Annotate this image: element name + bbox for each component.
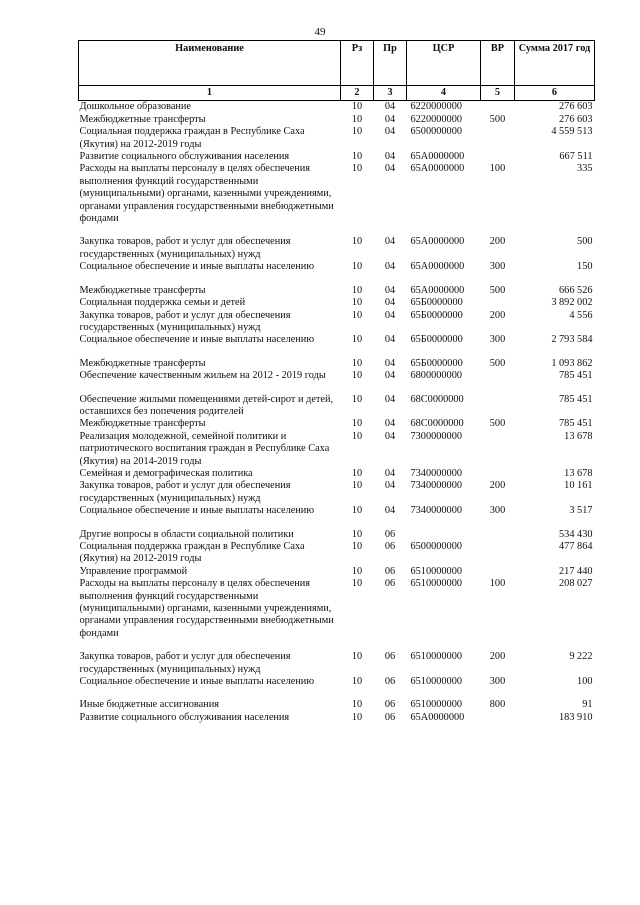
cell-csr: 6510000000 bbox=[410, 676, 462, 688]
cell-pr: 06 bbox=[384, 565, 396, 577]
cell-pr: 04 bbox=[384, 236, 396, 248]
cell-pr: 04 bbox=[384, 284, 396, 296]
table-row bbox=[79, 236, 595, 261]
cell-rz: 10 bbox=[351, 284, 363, 296]
cell-name: Социальное обеспечение и иные выплаты населению bbox=[79, 676, 315, 688]
cell-sum: 9 222 bbox=[569, 651, 593, 663]
cell-pr: 06 bbox=[384, 699, 396, 711]
table-header bbox=[79, 41, 595, 101]
table-row bbox=[79, 310, 595, 335]
cell-csr: 7340000000 bbox=[410, 505, 462, 517]
cell-rz: 10 bbox=[351, 151, 363, 163]
cell-csr: 6510000000 bbox=[410, 651, 462, 663]
cell-pr: 04 bbox=[384, 163, 396, 175]
table-row bbox=[79, 651, 595, 676]
cell-name: Расходы на выплаты персоналу в целях обеспечения выполнения функций государственными (муниципальными) органами, казенными учреждениями, органами управления государственными внебюджетными фондами bbox=[79, 163, 334, 225]
cell-name: Другие вопросы в области социальной политики bbox=[79, 528, 294, 540]
cell-sum: 100 bbox=[577, 676, 593, 688]
table-row bbox=[79, 566, 595, 578]
cell-sum: 3 892 002 bbox=[551, 297, 593, 309]
cell-sum: 13 678 bbox=[564, 430, 593, 442]
cell-rz: 10 bbox=[351, 393, 363, 405]
cell-sum: 785 451 bbox=[559, 418, 593, 430]
cell-vr bbox=[481, 468, 515, 480]
header-row bbox=[79, 41, 595, 86]
table-row bbox=[79, 101, 595, 114]
cell-rz: 10 bbox=[351, 651, 363, 663]
table-row bbox=[79, 126, 595, 151]
column-header-sum: Сумма 2017 год bbox=[515, 41, 595, 86]
spacer-cell bbox=[79, 688, 595, 699]
cell-rz: 10 bbox=[351, 261, 363, 273]
cell-pr: 06 bbox=[384, 711, 396, 723]
cell-pr: 04 bbox=[384, 334, 396, 346]
cell-pr: 04 bbox=[384, 393, 396, 405]
cell-name: Закупка товаров, работ и услуг для обеспечения государственных (муниципальных) нужд bbox=[79, 480, 291, 504]
cell-csr: 6220000000 bbox=[410, 101, 462, 113]
cell-pr: 04 bbox=[384, 309, 396, 321]
row-spacer bbox=[79, 518, 595, 529]
cell-vr: 500 bbox=[489, 284, 506, 296]
cell-sum: 10 161 bbox=[564, 480, 593, 492]
cell-sum: 276 603 bbox=[559, 113, 593, 125]
cell-vr bbox=[481, 297, 515, 309]
cell-vr: 300 bbox=[489, 334, 506, 346]
cell-pr: 04 bbox=[384, 430, 396, 442]
cell-rz: 10 bbox=[351, 370, 363, 382]
cell-pr: 04 bbox=[384, 505, 396, 517]
column-header-pr: Пр bbox=[374, 41, 407, 86]
cell-vr bbox=[481, 541, 515, 566]
cell-csr: 65Б0000000 bbox=[410, 297, 463, 309]
cell-rz: 10 bbox=[351, 676, 363, 688]
spacer-cell bbox=[79, 518, 595, 529]
table-row bbox=[79, 334, 595, 346]
cell-rz: 10 bbox=[351, 505, 363, 517]
cell-pr: 04 bbox=[384, 467, 396, 479]
table-row bbox=[79, 394, 595, 419]
cell-name: Семейная и демографическая политика bbox=[79, 467, 253, 479]
cell-pr: 06 bbox=[384, 528, 396, 540]
table-row bbox=[79, 297, 595, 309]
cell-name: Закупка товаров, работ и услуг для обеспечения государственных (муниципальных) нужд bbox=[79, 236, 291, 260]
cell-name: Социальное обеспечение и иные выплаты населению bbox=[79, 261, 315, 273]
cell-sum: 183 910 bbox=[559, 711, 593, 723]
cell-rz: 10 bbox=[351, 334, 363, 346]
cell-name: Иные бюджетные ассигнования bbox=[79, 699, 219, 711]
cell-csr: 68С0000000 bbox=[410, 418, 464, 430]
table-row bbox=[79, 505, 595, 517]
cell-sum: 13 678 bbox=[564, 467, 593, 479]
cell-vr bbox=[481, 529, 515, 541]
column-number: 1 bbox=[79, 86, 341, 101]
cell-name: Закупка товаров, работ и услуг для обеспечения государственных (муниципальных) нужд bbox=[79, 651, 291, 675]
cell-rz: 10 bbox=[351, 309, 363, 321]
cell-rz: 10 bbox=[351, 236, 363, 248]
cell-rz: 10 bbox=[351, 528, 363, 540]
cell-vr bbox=[481, 566, 515, 578]
cell-vr: 100 bbox=[489, 578, 506, 590]
cell-sum: 91 bbox=[582, 699, 593, 711]
cell-rz: 10 bbox=[351, 541, 363, 552]
cell-sum: 150 bbox=[577, 261, 593, 273]
cell-sum: 534 430 bbox=[559, 528, 593, 540]
cell-csr: 65А0000000 bbox=[410, 236, 465, 248]
cell-name: Межбюджетные трансферты bbox=[79, 113, 206, 125]
cell-rz: 10 bbox=[351, 101, 363, 113]
cell-sum: 1 093 862 bbox=[551, 357, 593, 369]
cell-name: Дошкольное образование bbox=[79, 101, 192, 113]
table-row bbox=[79, 578, 595, 640]
cell-vr: 500 bbox=[489, 418, 506, 430]
cell-sum: 785 451 bbox=[559, 393, 593, 405]
cell-sum: 335 bbox=[577, 163, 593, 175]
table-row bbox=[79, 151, 595, 163]
cell-sum: 3 517 bbox=[569, 505, 593, 517]
cell-rz: 10 bbox=[351, 578, 363, 590]
cell-sum: 667 511 bbox=[559, 151, 593, 163]
column-number: 3 bbox=[374, 86, 407, 101]
row-spacer bbox=[79, 347, 595, 358]
cell-csr: 65А0000000 bbox=[410, 163, 465, 175]
cell-name: Управление программой bbox=[79, 565, 188, 577]
table-row bbox=[79, 418, 595, 430]
cell-pr: 04 bbox=[384, 113, 396, 125]
cell-name: Межбюджетные трансферты bbox=[79, 357, 206, 369]
cell-vr bbox=[481, 101, 515, 114]
column-header-name: Наименование bbox=[79, 41, 341, 86]
cell-sum: 2 793 584 bbox=[551, 334, 593, 346]
cell-rz: 10 bbox=[351, 113, 363, 125]
cell-name: Межбюджетные трансферты bbox=[79, 284, 206, 296]
cell-name: Социальное обеспечение и иные выплаты населению bbox=[79, 334, 315, 346]
cell-vr: 200 bbox=[489, 651, 506, 663]
cell-csr: 7300000000 bbox=[410, 430, 462, 442]
cell-csr: 65Б0000000 bbox=[410, 357, 463, 369]
cell-rz: 10 bbox=[351, 126, 363, 138]
table-row bbox=[79, 699, 595, 711]
cell-pr: 04 bbox=[384, 101, 396, 113]
row-spacer bbox=[79, 274, 595, 285]
cell-vr bbox=[481, 394, 515, 419]
cell-sum: 500 bbox=[577, 236, 593, 248]
column-number: 2 bbox=[341, 86, 374, 101]
cell-rz: 10 bbox=[351, 699, 363, 711]
table-row bbox=[79, 541, 595, 566]
cell-csr: 6220000000 bbox=[410, 113, 462, 125]
column-number: 6 bbox=[515, 86, 595, 101]
cell-pr: 04 bbox=[384, 297, 396, 309]
cell-vr bbox=[481, 431, 515, 468]
cell-pr: 06 bbox=[384, 676, 396, 688]
cell-csr: 6800000000 bbox=[410, 370, 462, 382]
cell-sum: 4 556 bbox=[569, 309, 593, 321]
cell-vr: 300 bbox=[489, 261, 506, 273]
table-row bbox=[79, 468, 595, 480]
table-row bbox=[79, 261, 595, 273]
row-spacer bbox=[79, 383, 595, 394]
row-spacer bbox=[79, 225, 595, 236]
cell-rz: 10 bbox=[351, 357, 363, 369]
cell-name: Межбюджетные трансферты bbox=[79, 418, 206, 430]
cell-vr: 300 bbox=[489, 505, 506, 517]
cell-csr: 6510000000 bbox=[410, 578, 462, 590]
column-header-vr: ВР bbox=[481, 41, 515, 86]
cell-pr: 04 bbox=[384, 126, 396, 138]
spacer-cell bbox=[79, 640, 595, 651]
cell-rz: 10 bbox=[351, 565, 363, 577]
cell-csr: 65Б0000000 bbox=[410, 334, 463, 346]
cell-csr: 6510000000 bbox=[410, 699, 462, 711]
cell-rz: 10 bbox=[351, 711, 363, 723]
table-row bbox=[79, 529, 595, 541]
cell-name: Развитие социального обслуживания населения bbox=[79, 151, 290, 163]
cell-vr: 200 bbox=[489, 480, 506, 492]
column-number-row bbox=[79, 86, 595, 101]
cell-vr: 300 bbox=[489, 676, 506, 688]
cell-rz: 10 bbox=[351, 430, 363, 442]
column-header-rz: Рз bbox=[341, 41, 374, 86]
cell-csr: 65Б0000000 bbox=[410, 309, 463, 321]
table-row bbox=[79, 114, 595, 126]
cell-vr: 800 bbox=[489, 699, 506, 711]
cell-csr: 6510000000 bbox=[410, 565, 462, 577]
cell-pr: 06 bbox=[384, 651, 396, 663]
cell-sum: 217 440 bbox=[559, 565, 593, 577]
cell-name: Развитие социального обслуживания населения bbox=[79, 711, 290, 723]
cell-rz: 10 bbox=[351, 480, 363, 492]
spacer-cell bbox=[79, 347, 595, 358]
table-body bbox=[79, 101, 595, 724]
cell-name: Обеспечение качественным жильем на 2012 - 2019 годы bbox=[79, 370, 326, 382]
cell-csr: 6500000000 bbox=[410, 126, 462, 138]
cell-csr: 7340000000 bbox=[410, 467, 462, 479]
cell-pr: 04 bbox=[384, 261, 396, 273]
table-row bbox=[79, 370, 595, 382]
cell-csr: 65А0000000 bbox=[410, 711, 465, 723]
cell-sum: 276 603 bbox=[559, 101, 593, 113]
cell-vr bbox=[481, 151, 515, 163]
table-row bbox=[79, 431, 595, 468]
cell-sum: 666 526 bbox=[559, 284, 593, 296]
cell-rz: 10 bbox=[351, 297, 363, 309]
cell-name: Социальная поддержка семьи и детей bbox=[79, 297, 246, 309]
cell-rz: 10 bbox=[351, 163, 363, 175]
cell-sum: 4 559 513 bbox=[551, 126, 593, 138]
cell-vr: 200 bbox=[489, 236, 506, 248]
table-row bbox=[79, 480, 595, 505]
cell-sum: 208 027 bbox=[559, 578, 593, 590]
table-row bbox=[79, 712, 595, 724]
cell-name: Социальная поддержка граждан в Республике Саха (Якутия) на 2012-2019 годы bbox=[79, 541, 305, 565]
table-row bbox=[79, 163, 595, 225]
table-row bbox=[79, 676, 595, 688]
cell-name: Расходы на выплаты персоналу в целях обеспечения выполнения функций государственными (муниципальными) органами, казенными учреждениями, органами управления государственными внебюджетными фондами bbox=[79, 578, 334, 639]
cell-rz: 10 bbox=[351, 467, 363, 479]
cell-csr: 68С0000000 bbox=[410, 393, 464, 405]
cell-vr bbox=[481, 712, 515, 724]
cell-sum: 477 864 bbox=[559, 541, 593, 552]
cell-rz: 10 bbox=[351, 418, 363, 430]
column-header-csr: ЦСР bbox=[407, 41, 481, 86]
cell-csr: 65А0000000 bbox=[410, 151, 465, 163]
column-number: 4 bbox=[407, 86, 481, 101]
cell-name: Социальное обеспечение и иные выплаты населению bbox=[79, 505, 315, 517]
cell-pr: 04 bbox=[384, 480, 396, 492]
cell-name: Социальная поддержка граждан в Республике Саха (Якутия) на 2012-2019 годы bbox=[79, 126, 305, 150]
cell-pr: 04 bbox=[384, 357, 396, 369]
cell-csr: 65А0000000 bbox=[410, 284, 465, 296]
spacer-cell bbox=[79, 383, 595, 394]
cell-vr: 200 bbox=[489, 309, 506, 321]
row-spacer bbox=[79, 640, 595, 651]
cell-pr: 06 bbox=[384, 541, 396, 552]
cell-pr: 04 bbox=[384, 418, 396, 430]
cell-csr: 65А0000000 bbox=[410, 261, 465, 273]
budget-table bbox=[78, 40, 595, 724]
cell-vr: 500 bbox=[489, 113, 506, 125]
spacer-cell bbox=[79, 274, 595, 285]
spacer-cell bbox=[79, 225, 595, 236]
table-row bbox=[79, 358, 595, 370]
cell-pr: 06 bbox=[384, 578, 396, 590]
cell-csr: 7340000000 bbox=[410, 480, 462, 492]
cell-vr bbox=[481, 370, 515, 382]
cell-name: Закупка товаров, работ и услуг для обеспечения государственных (муниципальных) нужд bbox=[79, 309, 291, 333]
cell-csr: 6500000000 bbox=[410, 541, 462, 552]
table-row bbox=[79, 285, 595, 297]
cell-vr: 100 bbox=[489, 163, 506, 175]
cell-name: Реализация молодежной, семейной политики и патриотического воспитания граждан в Республике Саха (Якутия) на 2014-2019 годы bbox=[79, 430, 330, 467]
cell-sum: 785 451 bbox=[559, 370, 593, 382]
cell-vr: 500 bbox=[489, 357, 506, 369]
cell-name: Обеспечение жилыми помещениями детей-сирот и детей, оставшихся без попечения родителей bbox=[79, 393, 334, 417]
cell-pr: 04 bbox=[384, 151, 396, 163]
row-spacer bbox=[79, 688, 595, 699]
page-number: 49 bbox=[314, 26, 326, 38]
cell-pr: 04 bbox=[384, 370, 396, 382]
column-number: 5 bbox=[481, 86, 515, 101]
cell-vr bbox=[481, 126, 515, 151]
cell-csr bbox=[407, 529, 481, 541]
